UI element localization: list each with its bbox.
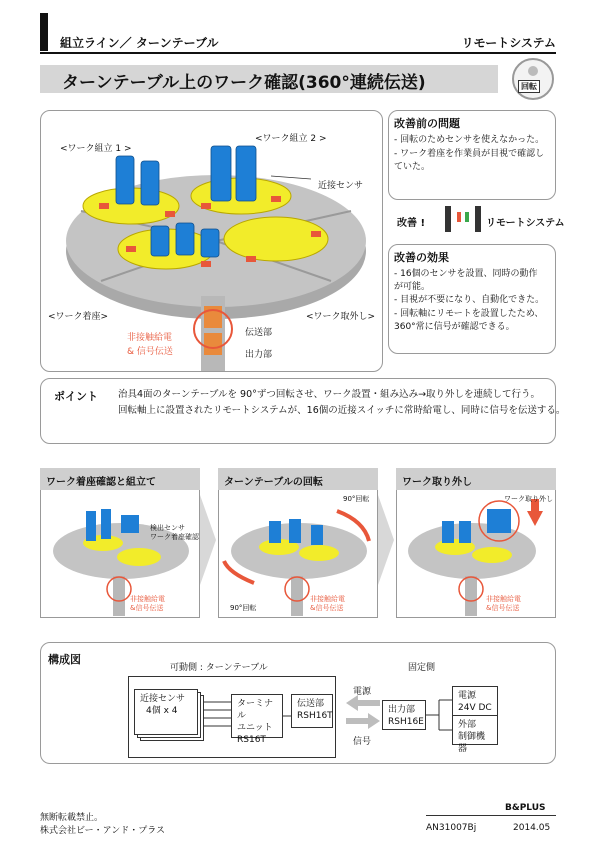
sensor-box-line-1: 近接センサ <box>140 694 186 704</box>
after-bullet-1: - 16個のセンサを設置、同時の動作 が可能。 <box>394 269 538 292</box>
step-3-bottom-1: 非接触給電 <box>486 595 521 603</box>
step-arrow-2 <box>378 495 394 585</box>
step-2-rotate-top: 90°回転 <box>343 495 370 503</box>
external-line-1: 外部 <box>458 720 477 730</box>
step-1-callout-2: ワーク着座確認 <box>150 533 199 541</box>
footer-notice: 無断転載禁止。 <box>40 813 104 823</box>
step-2-bottom-2: &信号伝送 <box>310 604 344 612</box>
sensor-wires <box>204 696 232 732</box>
doc-date: 2014.05 <box>513 823 551 833</box>
label-contactless-1: 非接触給電 <box>127 333 173 343</box>
output-unit-box <box>382 700 426 730</box>
sensor-box-line-2: 4個 x 4 <box>146 706 178 716</box>
output-unit <box>204 333 222 355</box>
before-title: 改善前の問題 <box>394 117 460 130</box>
page-title: ターンテーブル上のワーク確認(360°連続伝送) <box>62 73 426 93</box>
external-controller-box <box>452 715 498 754</box>
remote-system-label: リモートシステム <box>486 218 565 229</box>
power-signal-arrows <box>346 695 380 729</box>
after-bullet-2: - 目視が不要になり、自動化できた。 <box>394 295 545 305</box>
before-bullet-1-text: 回転のためセンサを使えなかった。 <box>400 135 545 145</box>
external-line-2: 制御機器 <box>458 732 486 754</box>
step-3-bottom-2: &信号伝送 <box>486 604 520 612</box>
step-1-bottom-1: 非接触給電 <box>130 595 165 603</box>
step-1-callout-1: 検出センサ <box>150 524 185 532</box>
step-2-bottom-1: 非接触給電 <box>310 595 345 603</box>
terminal-line-2: ユニット <box>237 723 273 733</box>
step-3-title: ワーク取り外し <box>402 477 472 488</box>
step-2-illustration <box>219 491 377 617</box>
psu-line-1: 電源 <box>458 691 477 701</box>
step-2-title: ターンテーブルの回転 <box>224 477 323 488</box>
before-bullet-2-text: ワーク着座を作業員が目視で確認し ていた。 <box>394 149 545 172</box>
output-line-1: 出力部 <box>388 705 416 715</box>
label-seating: <ワーク着座> <box>48 312 109 322</box>
point-line-1: 治具4面のターンテーブルを 90°ずつ回転させ、ワーク設置・組み込み→取り外しを連続して行う。 <box>118 389 541 400</box>
header-category: 組立ライン／ ターンテーブル <box>60 36 219 50</box>
sensor-box <box>134 689 198 735</box>
label-proximity-sensor: 近接センサ <box>318 181 364 191</box>
power-label: 電源 <box>353 687 372 697</box>
after-bullet-2-text: 目視が不要になり、自動化できた。 <box>400 295 545 305</box>
psu-line-2: 24V DC <box>458 703 492 713</box>
label-assembly-2: <ワーク組立 2 > <box>255 134 327 144</box>
after-bullet-1-text: 16個のセンサを設置、同時の動作 が可能。 <box>394 269 538 292</box>
label-transmitter: 伝送部 <box>245 328 273 338</box>
point-title: ポイント <box>54 390 98 403</box>
diagram-movable-side: 可動側 : ターンテーブル <box>170 663 268 673</box>
rotation-badge: 回転 <box>518 80 540 93</box>
psu-box <box>452 686 498 716</box>
output-line-2: RSH16E <box>388 717 424 727</box>
improvement-label: 改善 ! <box>397 218 426 229</box>
label-assembly-1: <ワーク組立 1 > <box>60 144 132 154</box>
label-contactless-2: & 信号伝送 <box>127 347 173 357</box>
label-output: 出力部 <box>245 350 273 360</box>
step-3-callout: ワーク取り外し <box>504 495 553 503</box>
label-removal: <ワーク取外し> <box>306 312 376 322</box>
doc-code: AN31007Bj <box>426 823 477 833</box>
brand-logo: B&PLUS <box>505 803 546 813</box>
output-wires <box>426 690 452 740</box>
terminal-line-1: ターミナル <box>237 699 274 721</box>
step-3-illustration <box>397 491 555 617</box>
before-bullet-2: - ワーク着座を作業員が目視で確認し ていた。 <box>394 149 545 172</box>
signal-label: 信号 <box>353 737 372 747</box>
remote-system-icon <box>445 204 481 234</box>
terminal-to-transmitter-wire <box>283 714 291 718</box>
footer-company: 株式会社ビー・アンド・プラス <box>40 826 166 836</box>
header-rule <box>40 52 556 54</box>
terminal-line-3: RS16T <box>237 735 266 745</box>
diagram-fixed-side: 固定側 <box>408 663 436 673</box>
after-bullet-3-text: 回転軸にリモートを設置したため、 360°常に信号が確認できる。 <box>394 309 544 332</box>
before-bullet-1: - 回転のためセンサを使えなかった。 <box>394 135 545 145</box>
header-product: リモートシステム <box>461 36 556 50</box>
diagram-title: 構成図 <box>48 653 81 666</box>
transmitter-box <box>291 694 333 728</box>
rotation-icon <box>512 58 554 100</box>
header-accent-bar <box>40 13 48 51</box>
terminal-unit-box <box>231 694 283 745</box>
step-1-illustration <box>41 491 199 617</box>
transmitter-line-1: 伝送部 <box>297 699 325 709</box>
step-1-title: ワーク着座確認と組立て <box>46 477 156 488</box>
step-arrow-1 <box>200 495 216 585</box>
transmitter-line-2: RSH16T <box>297 711 333 721</box>
point-line-2: 回転軸上に設置されたリモートシステムが、16個の近接スイッチに常時給電し、同時に信号を伝送する。 <box>118 405 566 416</box>
step-2-rotate-bottom: 90°回転 <box>230 604 257 612</box>
after-title: 改善の効果 <box>394 251 449 264</box>
after-bullet-3: - 回転軸にリモートを設置したため、 360°常に信号が確認できる。 <box>394 309 544 332</box>
footer-rule <box>426 815 556 816</box>
step-1-bottom-2: &信号伝送 <box>130 604 164 612</box>
